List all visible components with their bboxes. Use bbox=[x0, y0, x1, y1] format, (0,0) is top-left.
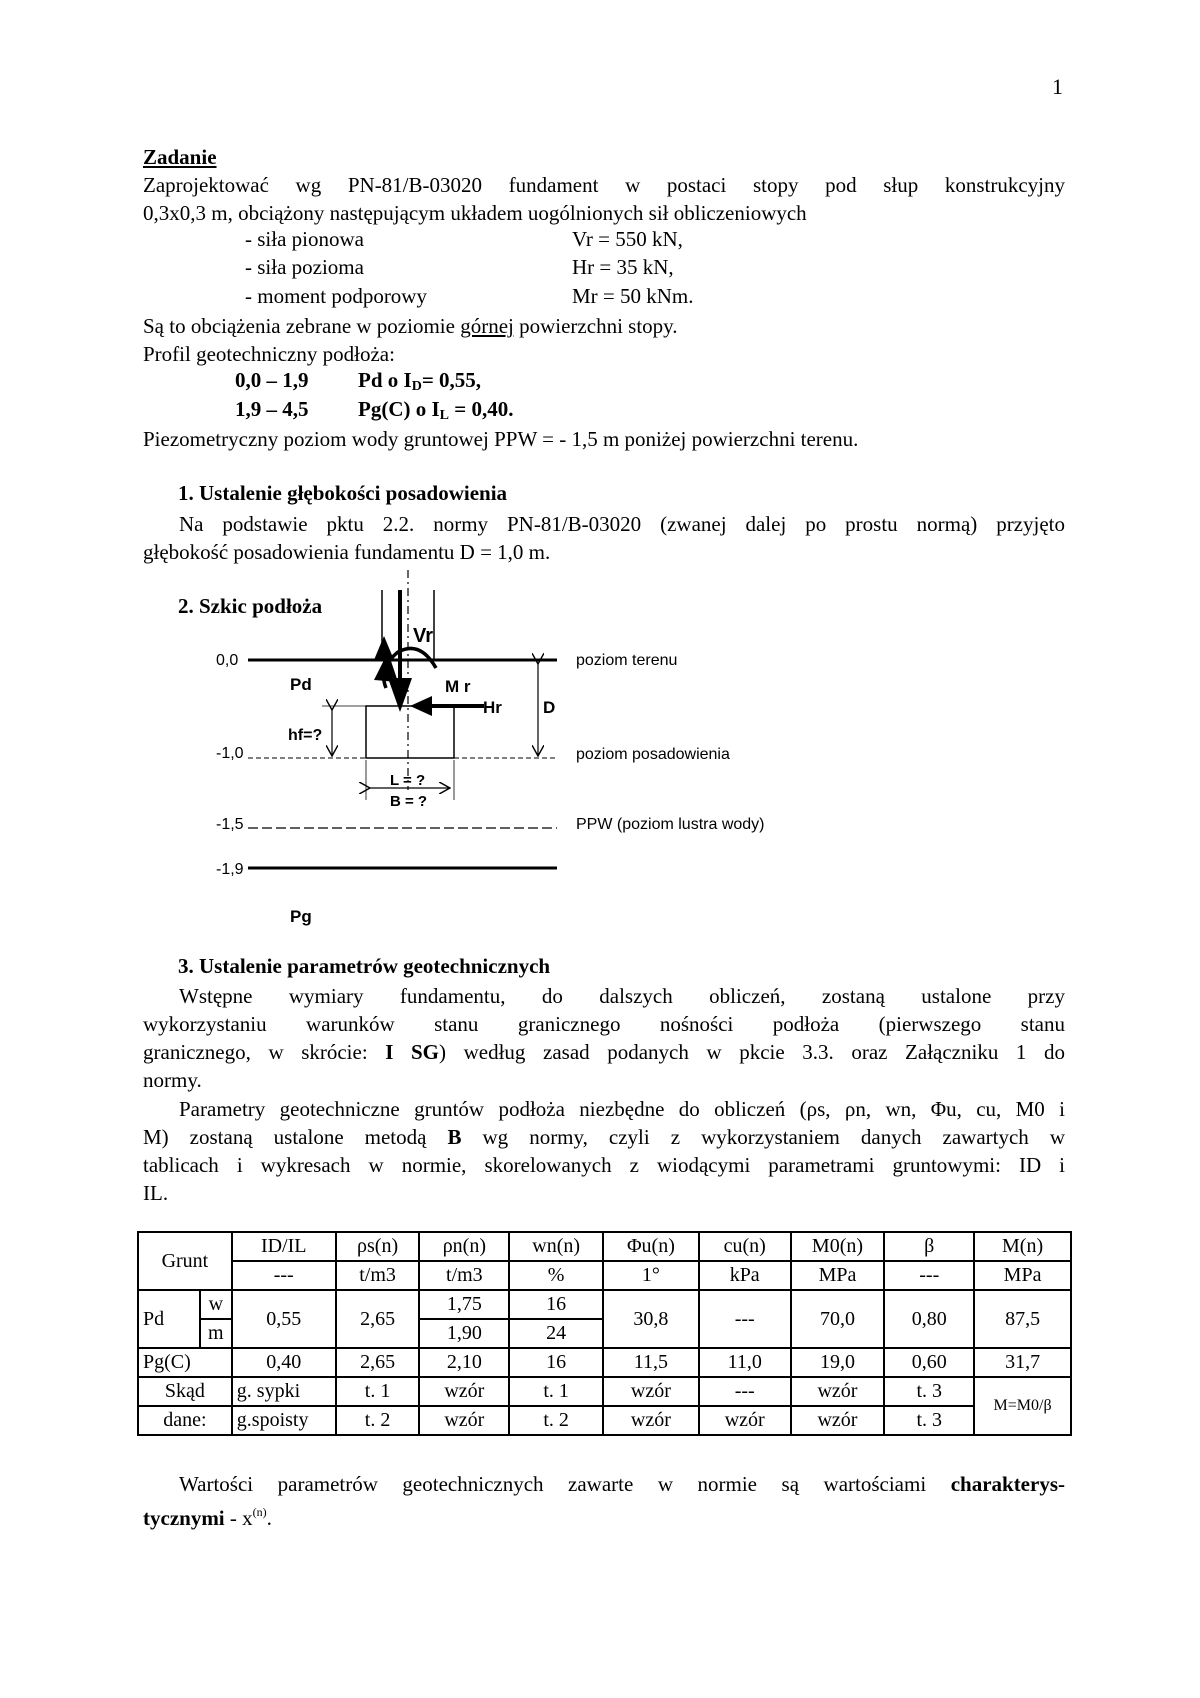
header-rho-s: ρs(n) bbox=[336, 1232, 420, 1261]
unit-rho-s: t/m3 bbox=[336, 1261, 420, 1290]
section-3-p1-line1: Wstępne wymiary fundamentu, do dalszych obliczeń, zostaną ustalone przy bbox=[179, 984, 1065, 1008]
header-wn: wn(n) bbox=[509, 1232, 603, 1261]
hf-label: hf=? bbox=[288, 727, 323, 744]
header-m: M(n) bbox=[974, 1232, 1071, 1261]
hr-arrow-head bbox=[410, 696, 432, 716]
src-sypki-rho-n: wzór bbox=[419, 1377, 509, 1406]
profile-range-1: 0,0 – 1,9 bbox=[235, 368, 309, 392]
src-spoisty-m0: wzór bbox=[791, 1406, 885, 1435]
section-1-line1: Na podstawie pktu 2.2. normy PN-81/B-03020 (zwanej dalej po prostu normą) przyjęto bbox=[179, 512, 1065, 536]
task-title: Zadanie bbox=[143, 145, 217, 169]
section-1-line2: głębokość posadowienia fundamentu D = 1,0 m. bbox=[143, 540, 551, 564]
pg-m: 31,7 bbox=[974, 1348, 1071, 1377]
src-spoisty-wn: t. 2 bbox=[509, 1406, 603, 1435]
vr-label: Vr bbox=[413, 625, 434, 647]
section-2-heading: 2. Szkic podłoża bbox=[178, 594, 323, 618]
section-3-heading: 3. Ustalenie parametrów geotechnicznych bbox=[178, 954, 551, 978]
force-value-moment: Mr = 50 kNm. bbox=[572, 284, 694, 308]
pg-beta: 0,60 bbox=[884, 1348, 974, 1377]
section-3-p2-line1: Parametry geotechniczne gruntów podłoża niezbędne do obliczeń (ρs, ρn, wn, Φu, cu, M0 i bbox=[179, 1097, 1065, 1121]
section-3-p1-line4: normy. bbox=[143, 1068, 202, 1092]
groundwater-level-label: PPW (poziom lustra wody) bbox=[576, 816, 765, 833]
foundation-level-label: poziom posadowienia bbox=[576, 746, 730, 763]
src-sypki-beta: t. 3 bbox=[884, 1377, 974, 1406]
profile-soil-2: Pg(C) o $I_L = 0,40$. bbox=[358, 397, 514, 423]
groundwater-note: Piezometryczny poziom wody gruntowej PPW = - 1,5 m poniżej powierzchni terenu. bbox=[143, 427, 859, 451]
unit-m: MPa bbox=[974, 1261, 1071, 1290]
pg-m0: 19,0 bbox=[791, 1348, 885, 1377]
pd-rho-n-w: 1,75 bbox=[419, 1290, 509, 1319]
level-minus-1-5: -1,5 bbox=[216, 816, 244, 833]
src-spoisty-type: g.spoisty bbox=[232, 1406, 336, 1435]
mr-label: M r bbox=[445, 677, 471, 696]
unit-m0: MPa bbox=[791, 1261, 885, 1290]
src-spoisty-rho-s: t. 2 bbox=[336, 1406, 420, 1435]
pd-wn-m: 24 bbox=[509, 1319, 603, 1348]
pd-m0: 70,0 bbox=[791, 1290, 885, 1348]
section-3-p2-line3: tablicach i wykresach w normie, skorelowanych z wiodącymi parametrami gruntowymi: ID i bbox=[143, 1153, 1065, 1177]
src-sypki-phi: wzór bbox=[603, 1377, 699, 1406]
header-m0: M0(n) bbox=[791, 1232, 885, 1261]
vr-arrow-head bbox=[388, 678, 412, 712]
b-label: B = ? bbox=[390, 793, 428, 810]
pg-rho-s: 2,65 bbox=[336, 1348, 420, 1377]
hr-label: Hr bbox=[483, 698, 502, 717]
pd-m: 87,5 bbox=[974, 1290, 1071, 1348]
force-label-vertical: - siła pionowa bbox=[245, 227, 364, 251]
load-level-note: Są to obciążenia zebrane w poziomie górnej powierzchni stopy. bbox=[143, 314, 678, 338]
src-spoisty-rho-n: wzór bbox=[419, 1406, 509, 1435]
unit-beta: --- bbox=[884, 1261, 974, 1290]
pd-w-mark: w bbox=[200, 1290, 232, 1319]
header-cu: cu(n) bbox=[699, 1232, 791, 1261]
header-rho-n: ρn(n) bbox=[419, 1232, 509, 1261]
pg-phi: 11,5 bbox=[603, 1348, 699, 1377]
src-sypki-type: g. sypki bbox=[232, 1377, 336, 1406]
unit-rho-n: t/m3 bbox=[419, 1261, 509, 1290]
page-number: 1 bbox=[1052, 74, 1063, 99]
source-label-2: dane: bbox=[138, 1406, 232, 1435]
pg-il: 0,40 bbox=[232, 1348, 336, 1377]
header-id-il: ID/IL bbox=[232, 1232, 336, 1261]
section-3-p1-line3: granicznego, w skrócie: I SG) według zasad podanych w pkcie 3.3. oraz Załączniku 1 do bbox=[143, 1040, 1065, 1064]
unit-phi-u: 1° bbox=[603, 1261, 699, 1290]
section-3-p1-line2: wykorzystaniu warunków stanu granicznego nośności podłoża (pierwszego stanu bbox=[143, 1012, 1065, 1036]
pg-label: Pg bbox=[290, 907, 312, 926]
section-1-heading: 1. Ustalenie głębokości posadowienia bbox=[178, 481, 508, 505]
level-minus-1-0: -1,0 bbox=[216, 745, 244, 762]
unit-cu: kPa bbox=[699, 1261, 791, 1290]
section-3-p2-line4: IL. bbox=[143, 1181, 169, 1205]
pd-name: Pd bbox=[138, 1290, 200, 1348]
header-beta: β bbox=[884, 1232, 974, 1261]
pg-cu: 11,0 bbox=[699, 1348, 791, 1377]
force-label-horizontal: - siła pozioma bbox=[245, 255, 364, 279]
pg-name: Pg(C) bbox=[138, 1348, 232, 1377]
closing-line1: Wartości parametrów geotechnicznych zawarte w normie są wartościami charakterys- bbox=[179, 1472, 1065, 1496]
src-spoisty-cu: wzór bbox=[699, 1406, 791, 1435]
source-label-1: Skąd bbox=[138, 1377, 232, 1406]
src-formula: M=M0/β bbox=[974, 1377, 1071, 1435]
pd-label: Pd bbox=[290, 675, 312, 694]
pd-rho-s: 2,65 bbox=[336, 1290, 420, 1348]
closing-line2: tycznymi - $x^{(n)}$. bbox=[143, 1505, 272, 1530]
src-sypki-wn: t. 1 bbox=[509, 1377, 603, 1406]
force-value-horizontal: Hr = 35 kN, bbox=[572, 255, 674, 279]
geotechnical-parameters-table bbox=[137, 1231, 1072, 1436]
profile-soil-1: Pd o $I_D= 0,55$, bbox=[358, 368, 482, 394]
src-sypki-rho-s: t. 1 bbox=[336, 1377, 420, 1406]
l-label: L = ? bbox=[390, 772, 426, 789]
pd-wn-w: 16 bbox=[509, 1290, 603, 1319]
header-grunt: Grunt bbox=[138, 1232, 232, 1290]
pd-m-mark: m bbox=[200, 1319, 232, 1348]
profile-intro: Profil geotechniczny podłoża: bbox=[143, 342, 395, 366]
src-sypki-m0: wzór bbox=[791, 1377, 885, 1406]
pd-rho-n-m: 1,90 bbox=[419, 1319, 509, 1348]
pd-phi: 30,8 bbox=[603, 1290, 699, 1348]
src-sypki-cu: --- bbox=[699, 1377, 791, 1406]
pd-cu: --- bbox=[699, 1290, 791, 1348]
header-phi-u: Φu(n) bbox=[603, 1232, 699, 1261]
pg-rho-n: 2,10 bbox=[419, 1348, 509, 1377]
task-intro-line1: Zaprojektować wg PN-81/B-03020 fundament w postaci stopy pod słup konstrukcyjny bbox=[143, 173, 1065, 197]
d-label: D bbox=[543, 698, 556, 717]
section-3-p2-line2: M) zostaną ustalone metodą B wg normy, czyli z wykorzystaniem danych zawartych w bbox=[143, 1125, 1065, 1149]
pg-wn: 16 bbox=[509, 1348, 603, 1377]
level-minus-1-9: -1,9 bbox=[216, 861, 244, 878]
pd-id: 0,55 bbox=[232, 1290, 336, 1348]
src-spoisty-phi: wzór bbox=[603, 1406, 699, 1435]
mr-arrow-head-top bbox=[374, 636, 394, 660]
unit-id-il: --- bbox=[232, 1261, 336, 1290]
level-0-0: 0,0 bbox=[216, 652, 239, 669]
ground-level-label: poziom terenu bbox=[576, 652, 678, 669]
force-value-vertical: Vr = 550 kN, bbox=[572, 227, 683, 251]
force-label-moment: - moment podporowy bbox=[245, 284, 427, 308]
unit-wn: % bbox=[509, 1261, 603, 1290]
task-intro-line2: 0,3x0,3 m, obciążony następującym układem uogólnionych sił obliczeniowych bbox=[143, 201, 807, 225]
foundation-footing bbox=[366, 706, 454, 758]
profile-range-2: 1,9 – 4,5 bbox=[235, 397, 309, 421]
src-spoisty-beta: t. 3 bbox=[884, 1406, 974, 1435]
pd-beta: 0,80 bbox=[884, 1290, 974, 1348]
